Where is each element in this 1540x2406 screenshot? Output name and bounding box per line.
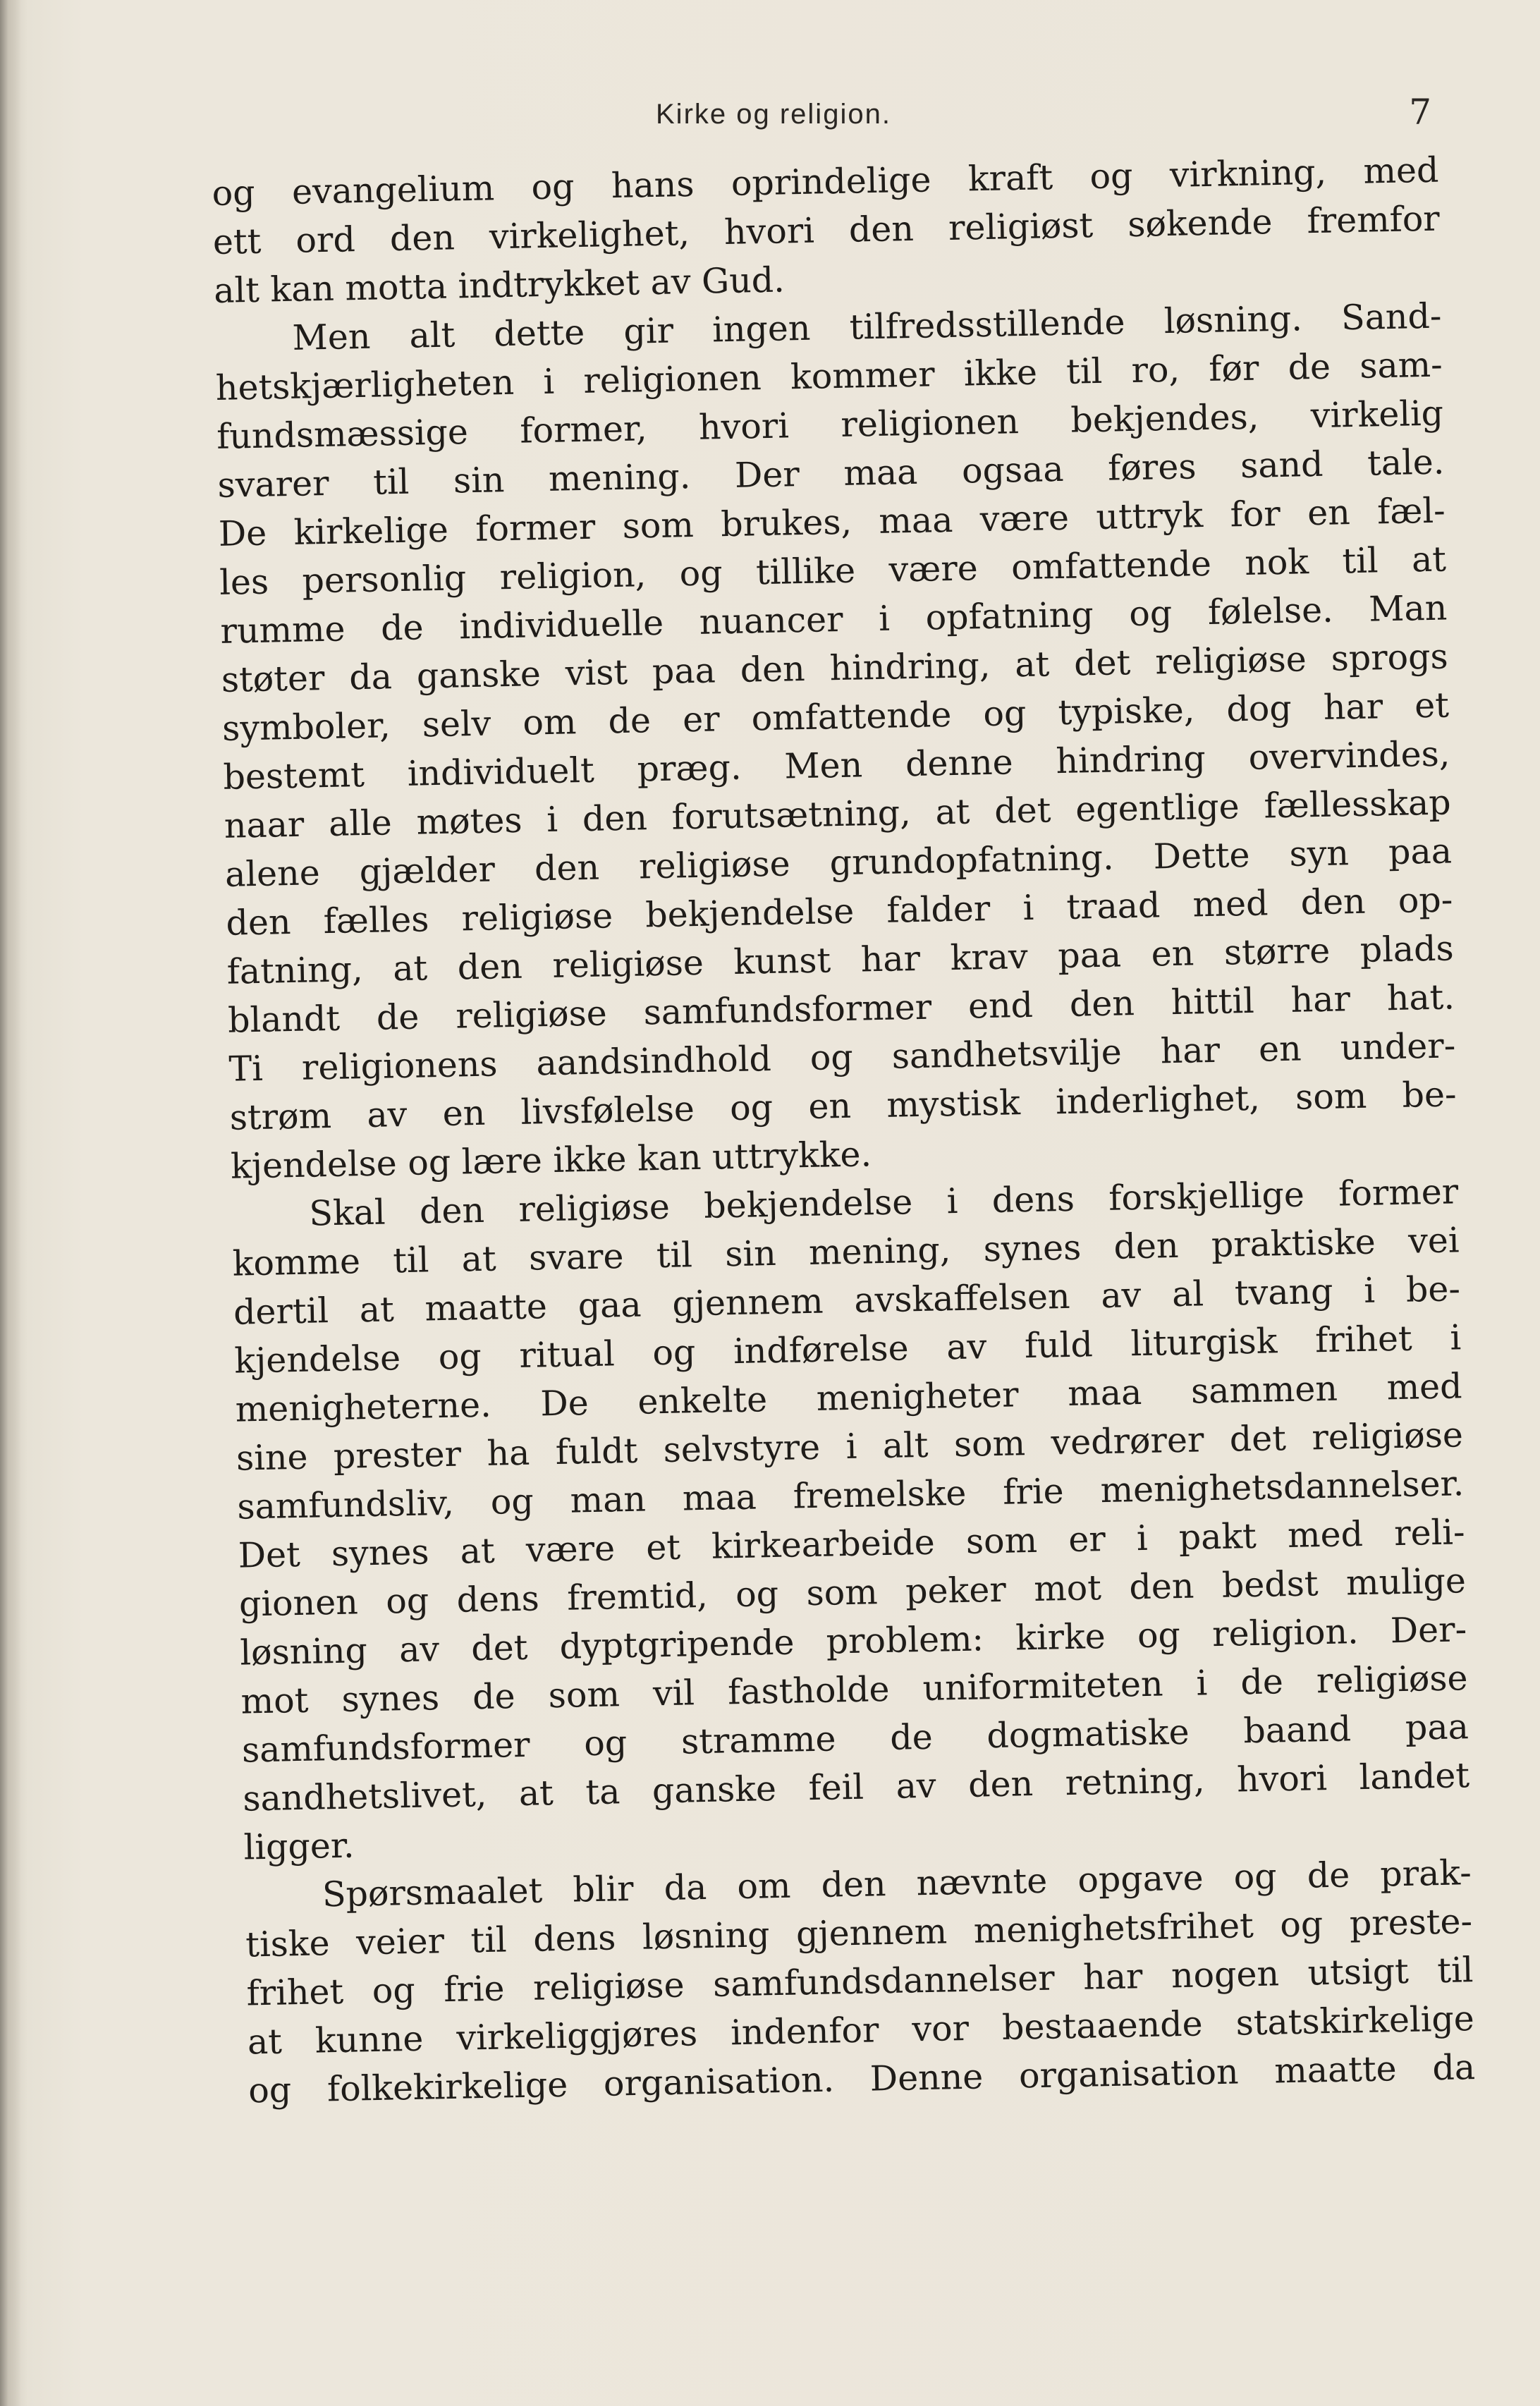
text-line: kjendelse og lære ikke kan uttrykke. — [230, 1134, 872, 1187]
text-line: kjendelse og ritual og indførelse av fuld liturgisk frihet i — [233, 1317, 1462, 1381]
page-number: 7 — [1409, 92, 1431, 133]
text-line: sandhetslivet, at ta ganske feil av den retning, hvori landet — [242, 1755, 1470, 1819]
paragraph-start-line: Men alt dette gir ingen tilfredsstillende løsning. Sand- — [292, 295, 1442, 358]
text-line: fatning, at den religiøse kunst har krav paa en større plads — [226, 928, 1455, 992]
text-line: svarer til sin mening. Der maa ogsaa føres sand tale. — [217, 441, 1445, 506]
text-line: den fælles religiøse bekjendelse falder i traad med den op- — [225, 879, 1453, 944]
running-head — [212, 92, 1438, 141]
paragraph-start-line: Spørsmaalet blir da om den nævnte opgave og de prak- — [322, 1852, 1472, 1915]
text-line: mot synes de som vil fastholde uniformiteten i de religiøse — [240, 1658, 1468, 1722]
body-text — [212, 146, 1476, 2115]
text-line: De kirkelige former som brukes, maa være uttryk for en fæl- — [218, 490, 1446, 554]
text-line: les personlig religion, og tillike være omfattende nok til at — [219, 539, 1447, 603]
text-line: naar alle møtes i den forutsætning, at det egentlige fællesskap — [224, 782, 1452, 846]
text-line: ligger. — [243, 1825, 355, 1868]
text-line: komme til at svare til sin mening, synes den praktiske vei — [232, 1220, 1460, 1284]
text-line: at kunne virkeliggjøres indenfor vor bestaaende statskirkelige — [247, 1998, 1475, 2063]
text-line: hetskjærligheten i religionen kommer ikke til ro, før de sam- — [215, 344, 1443, 408]
text-line: frihet og frie religiøse samfundsdannelser har nogen utsigt til — [246, 1950, 1474, 2014]
text-line: fundsmæssige former, hvori religionen bekjendes, virkelig — [216, 393, 1444, 457]
text-line: tiske veier til dens løsning gjennem menighetsfrihet og preste- — [245, 1901, 1473, 1965]
text-line: støter da ganske vist paa den hindring, at det religiøse sprogs — [221, 636, 1449, 700]
paragraph-start-line: Skal den religiøse bekjendelse i dens forskjellige former — [308, 1171, 1459, 1234]
text-line: og folkekirkelige organisation. Denne organisation maatte da — [248, 2047, 1476, 2111]
text-line: alene gjælder den religiøse grundopfatning. Dette syn paa — [224, 831, 1453, 895]
text-line: menigheterne. De enkelte menigheter maa sammen med — [235, 1366, 1463, 1430]
text-line: blandt de religiøse samfundsformer end den hittil har hat. — [227, 977, 1455, 1041]
text-line: alt kan motta indtrykket av Gud. — [213, 259, 786, 311]
text-line: symboler, selv om de er omfattende og typiske, dog har et — [221, 685, 1450, 749]
text-line: dertil at maatte gaa gjennem avskaffelsen av al tvang i be- — [233, 1269, 1461, 1333]
text-line: Ti religionens aandsindhold og sandhetsvilje har en under- — [228, 1025, 1456, 1089]
text-line: ett ord den virkelighet, hvori den religiøst søkende fremfor — [212, 198, 1441, 262]
text-line: rumme de individuelle nuancer i opfatning og følelse. Man — [220, 587, 1448, 652]
text-line: sine prester ha fuldt selvstyre i alt som vedrører det religiøse — [236, 1415, 1464, 1479]
text-line: og evangelium og hans oprindelige kraft og virkning, med — [212, 149, 1439, 214]
text-line: gionen og dens fremtid, og som peker mot den bedst mulige — [238, 1561, 1467, 1625]
text-line: strøm av en livsfølelse og en mystisk inderlighet, som be- — [229, 1074, 1458, 1138]
binding-gutter — [0, 0, 21, 2406]
text-line: bestemt individuelt præg. Men denne hindring overvindes, — [223, 733, 1450, 798]
text-line: samfundsformer og stramme de dogmatiske baand paa — [241, 1706, 1469, 1771]
text-line: samfundsliv, og man maa fremelske frie menighetsdannelser. — [236, 1463, 1465, 1527]
text-line: løsning av det dyptgripende problem: kirke og religion. Der- — [239, 1609, 1467, 1673]
running-title: Kirke og religion. — [656, 99, 891, 130]
text-line: Det synes at være et kirkearbeide som er i pakt med reli- — [238, 1512, 1465, 1576]
